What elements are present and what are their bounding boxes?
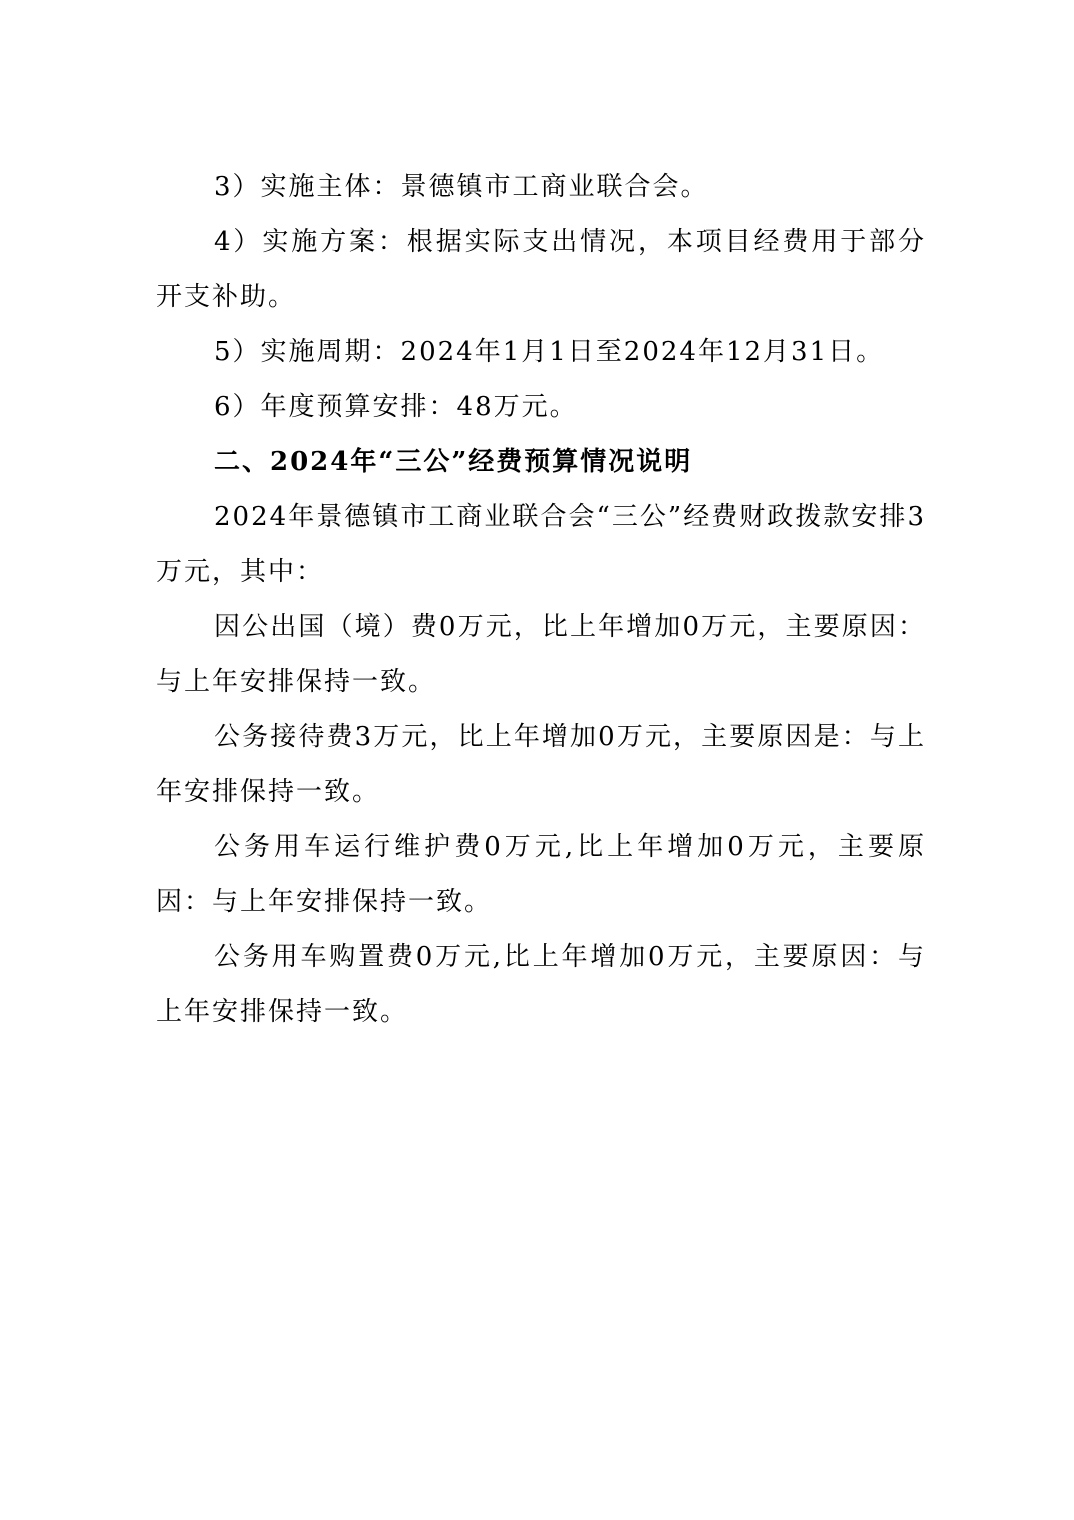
section-heading: 二、2024年“三公”经费预算情况说明	[214, 447, 693, 477]
paragraph-official-reception: 公务接待费3万元，比上年增加0万元，主要原因是：与上年安排保持一致。	[156, 722, 926, 807]
paragraph-implementation-period: 5）实施周期：2024年1月1日至2024年12月31日。	[214, 337, 885, 367]
paragraph-three-public-total: 2024年景德镇市工商业联合会“三公”经费财政拨款安排3万元，其中：	[156, 502, 926, 587]
paragraph-vehicle-purchase: 公务用车购置费0万元,比上年增加0万元，主要原因：与上年安排保持一致。	[156, 942, 926, 1027]
paragraph-implementation-plan: 4）实施方案：根据实际支出情况，本项目经费用于部分开支补助。	[156, 227, 926, 312]
paragraph-vehicle-operation: 公务用车运行维护费0万元,比上年增加0万元，主要原因：与上年安排保持一致。	[156, 832, 926, 917]
paragraph-annual-budget: 6）年度预算安排：48万元。	[214, 392, 578, 422]
paragraph-implementation-subject: 3）实施主体：景德镇市工商业联合会。	[214, 172, 709, 202]
paragraph-overseas-travel: 因公出国（境）费0万元，比上年增加0万元，主要原因：与上年安排保持一致。	[156, 612, 926, 697]
document-body	[156, 160, 926, 1040]
